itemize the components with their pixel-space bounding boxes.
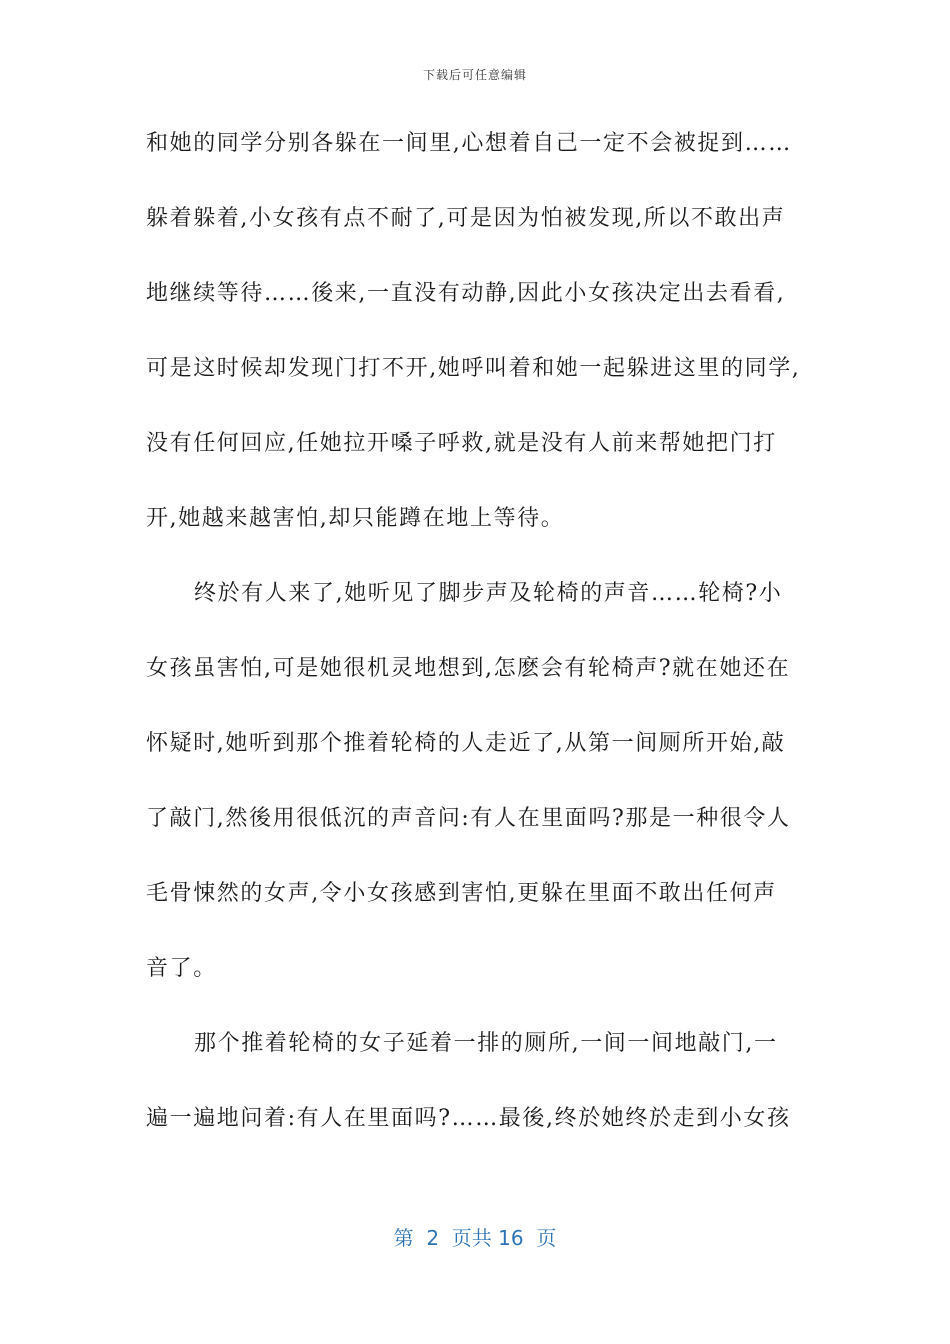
text-line: 和她的同学分别各躲在一间里,心想着自己一定不会被捉到…… — [146, 131, 792, 156]
page-header: 下载后可任意编辑 — [422, 68, 527, 82]
document-body — [146, 112, 814, 1162]
paragraph-first-line: 那个推着轮椅的女子延着一排的厕所,一间一间地敲门,一 — [194, 1031, 778, 1056]
paragraph-first-line: 终於有人来了,她听见了脚步声及轮椅的声音……轮椅?小 — [194, 581, 783, 606]
text-line: 开,她越来越害怕,却只能蹲在地上等待。 — [146, 506, 565, 531]
text-line: 怀疑时,她听到那个推着轮椅的人走近了,从第一间厕所开始,敲 — [146, 731, 786, 756]
text-line: 了敲门,然後用很低沉的声音问:有人在里面吗?那是一种很令人 — [146, 806, 791, 831]
text-line: 躲着躲着,小女孩有点不耐了,可是因为怕被发现,所以不敢出声 — [146, 206, 786, 231]
page-number-footer: 第 2 页共 16 页 — [393, 1226, 557, 1250]
text-line: 遍一遍地问着:有人在里面吗?……最後,终於她终於走到小女孩 — [146, 1106, 791, 1131]
text-line: 可是这时候却发现门打不开,她呼叫着和她一起躲进这里的同学, — [146, 356, 801, 381]
text-line: 没有任何回应,任她拉开嗓子呼救,就是没有人前来帮她把门打 — [146, 431, 777, 456]
text-line: 地继续等待……後来,一直没有动静,因此小女孩决定出去看看, — [146, 281, 786, 306]
text-line: 女孩虽害怕,可是她很机灵地想到,怎麽会有轮椅声?就在她还在 — [146, 656, 791, 681]
text-line: 毛骨悚然的女声,令小女孩感到害怕,更躲在里面不敢出任何声 — [146, 881, 777, 906]
text-line: 音了。 — [146, 956, 217, 981]
